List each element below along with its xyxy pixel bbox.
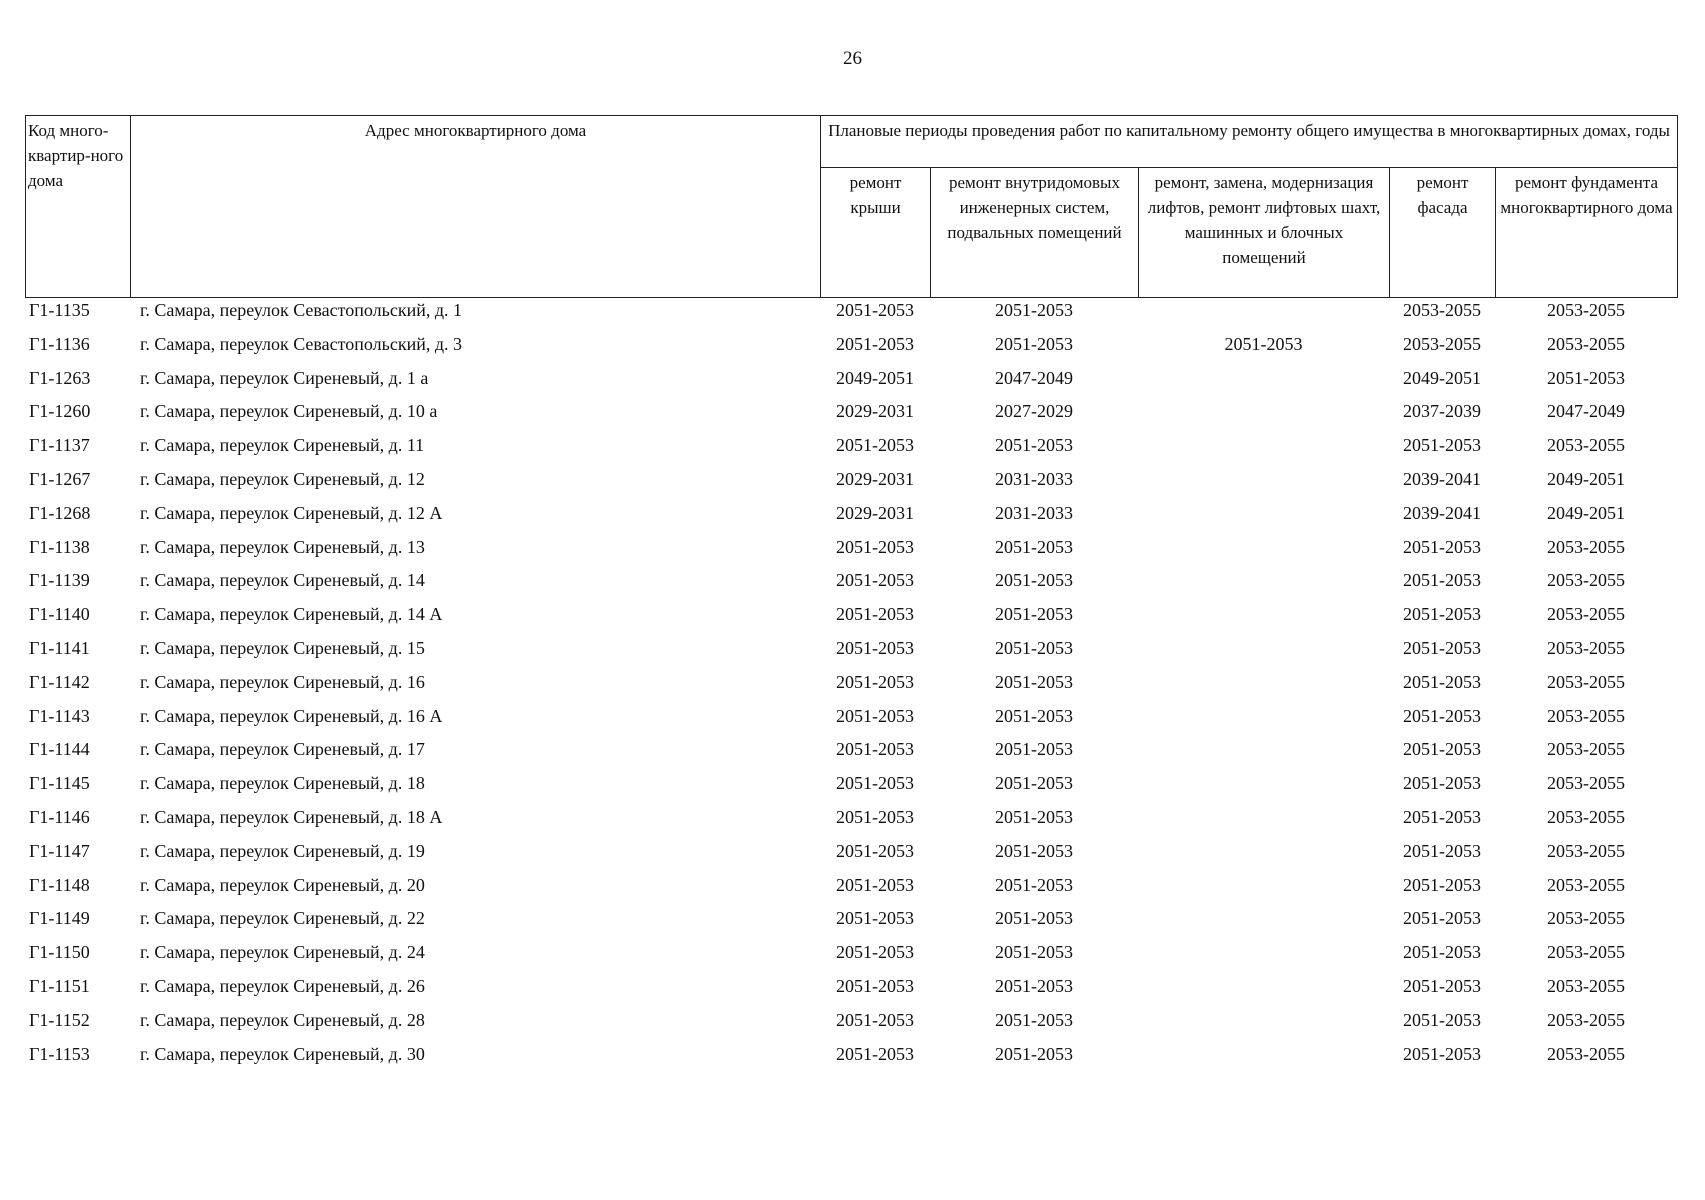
table-header (25, 115, 1678, 298)
cell-address: г. Самара, переулок Сиреневый, д. 19 (140, 840, 425, 861)
cell-code: Г1-1268 (29, 502, 91, 523)
cell-lifts (1138, 1010, 1389, 1044)
cell-facade: 2051-2053 (1403, 570, 1481, 591)
cell-foundation: 2053-2055 (1547, 908, 1625, 929)
cell-lifts (1138, 435, 1389, 469)
cell-address: г. Самара, переулок Сиреневый, д. 18 (140, 773, 425, 794)
cell-roof: 2051-2053 (836, 333, 914, 354)
cell-lifts (1138, 807, 1389, 841)
cell-systems: 2051-2053 (995, 300, 1073, 320)
cell-code: Г1-1148 (29, 874, 90, 895)
cell-roof: 2051-2053 (836, 942, 914, 963)
cell-foundation: 2053-2055 (1547, 739, 1625, 760)
cell-roof: 2051-2053 (836, 300, 914, 320)
cell-foundation: 2053-2055 (1547, 874, 1625, 895)
page-number: 26 (843, 48, 862, 69)
cell-facade: 2051-2053 (1403, 773, 1481, 794)
cell-facade: 2051-2053 (1403, 435, 1481, 456)
cell-systems: 2051-2053 (995, 908, 1073, 929)
cell-code: Г1-1135 (29, 300, 90, 320)
cell-code: Г1-1144 (29, 739, 90, 760)
table-row (25, 638, 1677, 672)
cell-facade: 2053-2055 (1403, 333, 1481, 354)
cell-lifts (1138, 368, 1389, 402)
cell-foundation: 2053-2055 (1547, 942, 1625, 963)
cell-facade: 2051-2053 (1403, 840, 1481, 861)
cell-address: г. Самара, переулок Сиреневый, д. 17 (140, 739, 425, 760)
cell-code: Г1-1143 (29, 705, 90, 726)
table-row (25, 334, 1677, 368)
cell-systems: 2031-2033 (995, 468, 1073, 489)
cell-code: Г1-1260 (29, 401, 91, 422)
table-body (25, 300, 1677, 1077)
cell-systems: 2051-2053 (995, 435, 1073, 456)
cell-lifts (1138, 706, 1389, 740)
cell-systems: 2031-2033 (995, 502, 1073, 523)
cell-foundation: 2053-2055 (1547, 637, 1625, 658)
table-row (25, 401, 1677, 435)
cell-code: Г1-1152 (29, 1009, 90, 1030)
cell-foundation: 2053-2055 (1547, 435, 1625, 456)
cell-code: Г1-1263 (29, 367, 91, 388)
cell-foundation: 2053-2055 (1547, 705, 1625, 726)
cell-foundation: 2053-2055 (1547, 604, 1625, 625)
cell-roof: 2051-2053 (836, 1043, 914, 1064)
cell-roof: 2051-2053 (836, 604, 914, 625)
cell-roof: 2051-2053 (836, 975, 914, 996)
cell-roof: 2051-2053 (836, 840, 914, 861)
cell-lifts (1138, 976, 1389, 1010)
cell-facade: 2037-2039 (1403, 401, 1481, 422)
header-code: Код много-квартир-ного дома (26, 116, 131, 298)
cell-lifts (1138, 638, 1389, 672)
cell-address: г. Самара, переулок Сиреневый, д. 14 (140, 570, 425, 591)
table-row (25, 503, 1677, 537)
cell-code: Г1-1137 (29, 435, 90, 456)
cell-systems: 2051-2053 (995, 604, 1073, 625)
cell-roof: 2051-2053 (836, 806, 914, 827)
cell-address: г. Самара, переулок Сиреневый, д. 18 А (140, 806, 443, 827)
cell-facade: 2051-2053 (1403, 671, 1481, 692)
cell-lifts (1138, 401, 1389, 435)
cell-code: Г1-1147 (29, 840, 90, 861)
cell-foundation: 2053-2055 (1547, 773, 1625, 794)
table-row (25, 773, 1677, 807)
cell-systems: 2051-2053 (995, 942, 1073, 963)
cell-lifts (1138, 604, 1389, 638)
cell-foundation: 2051-2053 (1547, 367, 1625, 388)
cell-address: г. Самара, переулок Севастопольский, д. 1 (140, 300, 463, 320)
cell-lifts (1138, 942, 1389, 976)
cell-roof: 2029-2031 (836, 502, 914, 523)
cell-facade: 2051-2053 (1403, 874, 1481, 895)
cell-address: г. Самара, переулок Сиреневый, д. 16 А (140, 705, 443, 726)
table-row (25, 1010, 1677, 1044)
cell-facade: 2051-2053 (1403, 975, 1481, 996)
cell-address: г. Самара, переулок Сиреневый, д. 11 (140, 435, 425, 456)
cell-lifts (1138, 773, 1389, 807)
table-row (25, 435, 1677, 469)
cell-code: Г1-1140 (29, 604, 90, 625)
cell-foundation: 2047-2049 (1547, 401, 1625, 422)
cell-address: г. Самара, переулок Сиреневый, д. 16 (140, 671, 425, 692)
cell-code: Г1-1146 (29, 806, 90, 827)
cell-roof: 2051-2053 (836, 705, 914, 726)
cell-foundation: 2053-2055 (1547, 806, 1625, 827)
cell-roof: 2051-2053 (836, 536, 914, 557)
cell-facade: 2051-2053 (1403, 637, 1481, 658)
cell-facade: 2051-2053 (1403, 604, 1481, 625)
cell-systems: 2051-2053 (995, 1009, 1073, 1030)
cell-code: Г1-1142 (29, 671, 90, 692)
cell-lifts (1138, 739, 1389, 773)
cell-code: Г1-1138 (29, 536, 90, 557)
cell-foundation: 2053-2055 (1547, 1043, 1625, 1064)
table-row (25, 672, 1677, 706)
cell-roof: 2049-2051 (836, 367, 914, 388)
cell-lifts (1138, 1044, 1389, 1078)
cell-facade: 2051-2053 (1403, 739, 1481, 760)
cell-address: г. Самара, переулок Сиреневый, д. 13 (140, 536, 425, 557)
cell-address: г. Самара, переулок Сиреневый, д. 28 (140, 1009, 425, 1030)
cell-lifts (1138, 300, 1389, 334)
cell-systems: 2051-2053 (995, 333, 1073, 354)
cell-code: Г1-1145 (29, 773, 90, 794)
cell-facade: 2051-2053 (1403, 1043, 1481, 1064)
table-row (25, 875, 1677, 909)
cell-foundation: 2053-2055 (1547, 840, 1625, 861)
cell-facade: 2051-2053 (1403, 536, 1481, 557)
cell-roof: 2051-2053 (836, 637, 914, 658)
cell-roof: 2051-2053 (836, 874, 914, 895)
cell-address: г. Самара, переулок Сиреневый, д. 20 (140, 874, 425, 895)
cell-facade: 2039-2041 (1403, 468, 1481, 489)
data-table (25, 300, 1677, 1077)
cell-roof: 2051-2053 (836, 435, 914, 456)
table-row (25, 942, 1677, 976)
table-row (25, 908, 1677, 942)
cell-address: г. Самара, переулок Севастопольский, д. 3 (140, 333, 463, 354)
table-row (25, 706, 1677, 740)
cell-systems: 2051-2053 (995, 705, 1073, 726)
cell-address: г. Самара, переулок Сиреневый, д. 1 а (140, 367, 429, 388)
cell-facade: 2051-2053 (1403, 908, 1481, 929)
cell-systems: 2047-2049 (995, 367, 1073, 388)
table-row (25, 368, 1677, 402)
cell-address: г. Самара, переулок Сиреневый, д. 22 (140, 908, 425, 929)
cell-address: г. Самара, переулок Сиреневый, д. 12 (140, 468, 425, 489)
cell-lifts (1138, 570, 1389, 604)
table-row (25, 604, 1677, 638)
cell-lifts: 2051-2053 (1224, 333, 1303, 354)
table-row (25, 976, 1677, 1010)
cell-code: Г1-1151 (29, 975, 90, 996)
table-row (25, 469, 1677, 503)
cell-lifts (1138, 503, 1389, 537)
cell-roof: 2051-2053 (836, 739, 914, 760)
cell-foundation: 2053-2055 (1547, 333, 1625, 354)
cell-code: Г1-1150 (29, 942, 90, 963)
table-row (25, 841, 1677, 875)
cell-code: Г1-1267 (29, 468, 91, 489)
cell-foundation: 2053-2055 (1547, 300, 1625, 320)
cell-lifts (1138, 469, 1389, 503)
cell-code: Г1-1141 (29, 637, 90, 658)
cell-systems: 2051-2053 (995, 975, 1073, 996)
cell-roof: 2051-2053 (836, 908, 914, 929)
cell-foundation: 2049-2051 (1547, 502, 1625, 523)
cell-roof: 2051-2053 (836, 773, 914, 794)
cell-code: Г1-1149 (29, 908, 90, 929)
cell-roof: 2051-2053 (836, 1009, 914, 1030)
cell-address: г. Самара, переулок Сиреневый, д. 24 (140, 942, 425, 963)
header-systems: ремонт внутридомовых инженерных систем, подвальных помещений (931, 168, 1139, 298)
cell-roof: 2029-2031 (836, 401, 914, 422)
cell-lifts (1138, 841, 1389, 875)
header-roof: ремонт крыши (821, 168, 931, 298)
cell-systems: 2051-2053 (995, 773, 1073, 794)
table-row (25, 537, 1677, 571)
cell-address: г. Самара, переулок Сиреневый, д. 30 (140, 1043, 425, 1064)
cell-foundation: 2053-2055 (1547, 536, 1625, 557)
cell-systems: 2051-2053 (995, 536, 1073, 557)
header-lifts: ремонт, замена, модернизация лифтов, ремонт лифтовых шахт, машинных и блочных помещений (1139, 168, 1390, 298)
table-row (25, 807, 1677, 841)
cell-address: г. Самара, переулок Сиреневый, д. 10 а (140, 401, 438, 422)
cell-facade: 2049-2051 (1403, 367, 1481, 388)
cell-systems: 2051-2053 (995, 671, 1073, 692)
cell-address: г. Самара, переулок Сиреневый, д. 12 А (140, 502, 443, 523)
cell-facade: 2039-2041 (1403, 502, 1481, 523)
header-periods: Плановые периоды проведения работ по капитальному ремонту общего имущества в многоквартирных домах, годы (821, 116, 1678, 168)
cell-foundation: 2053-2055 (1547, 671, 1625, 692)
cell-systems: 2051-2053 (995, 1043, 1073, 1064)
table-row (25, 1044, 1677, 1078)
cell-systems: 2051-2053 (995, 637, 1073, 658)
cell-code: Г1-1136 (29, 333, 90, 354)
cell-roof: 2051-2053 (836, 671, 914, 692)
cell-systems: 2051-2053 (995, 840, 1073, 861)
cell-lifts (1138, 908, 1389, 942)
cell-facade: 2051-2053 (1403, 705, 1481, 726)
cell-systems: 2051-2053 (995, 874, 1073, 895)
table-row (25, 570, 1677, 604)
cell-foundation: 2053-2055 (1547, 570, 1625, 591)
header-address: Адрес многоквартирного дома (131, 116, 821, 298)
cell-facade: 2053-2055 (1403, 300, 1481, 320)
cell-code: Г1-1139 (29, 570, 90, 591)
cell-address: г. Самара, переулок Сиреневый, д. 26 (140, 975, 425, 996)
cell-roof: 2029-2031 (836, 468, 914, 489)
header-foundation: ремонт фундамента многоквартирного дома (1496, 168, 1678, 298)
cell-lifts (1138, 672, 1389, 706)
cell-roof: 2051-2053 (836, 570, 914, 591)
header-facade: ремонт фасада (1390, 168, 1496, 298)
cell-facade: 2051-2053 (1403, 1009, 1481, 1030)
cell-foundation: 2053-2055 (1547, 975, 1625, 996)
cell-facade: 2051-2053 (1403, 942, 1481, 963)
cell-address: г. Самара, переулок Сиреневый, д. 14 А (140, 604, 443, 625)
cell-systems: 2051-2053 (995, 570, 1073, 591)
cell-systems: 2027-2029 (995, 401, 1073, 422)
cell-foundation: 2049-2051 (1547, 468, 1625, 489)
table-row (25, 300, 1677, 334)
cell-systems: 2051-2053 (995, 739, 1073, 760)
cell-lifts (1138, 875, 1389, 909)
cell-lifts (1138, 537, 1389, 571)
cell-address: г. Самара, переулок Сиреневый, д. 15 (140, 637, 425, 658)
cell-foundation: 2053-2055 (1547, 1009, 1625, 1030)
cell-facade: 2051-2053 (1403, 806, 1481, 827)
cell-systems: 2051-2053 (995, 806, 1073, 827)
cell-code: Г1-1153 (29, 1043, 90, 1064)
table-row (25, 739, 1677, 773)
